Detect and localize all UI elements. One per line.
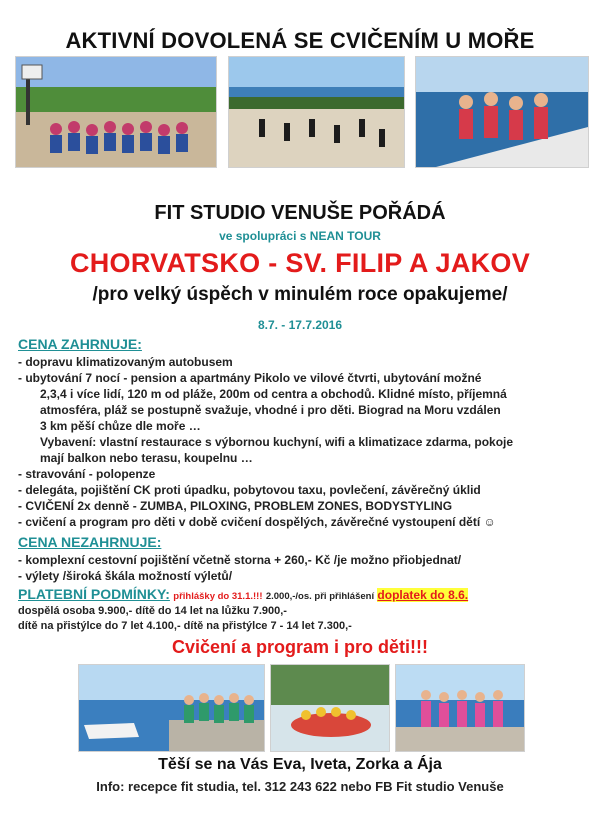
included-line: atmosféra, pláž se postupně svažuje, vhodné i pro děti. Biograd na Moru vzdálen	[40, 403, 501, 417]
closing-greeting: Těší se na Vás Eva, Iveta, Zorka a Ája	[158, 756, 442, 773]
photo-kids-pier	[395, 664, 525, 752]
destination-heading: CHORVATSKO - SV. FILIP A JAKOV	[69, 248, 531, 278]
included-line: - ubytování 7 nocí - pension a apartmány Pikolo ve vilové čtvrti, ubytování možné	[18, 371, 482, 385]
payment-deposit: 2.000,-/os. při přihlášení	[265, 591, 375, 602]
included-line: - stravování - polopenze	[18, 467, 156, 481]
included-line: Vybavení: vlastní restaurace s výbornou kuchyní, wifi a klimatizace zdarma, pokoje	[40, 435, 514, 449]
not-included-line: - výlety /široká škála možností výletů/	[18, 569, 233, 583]
page-title: AKTIVNÍ DOVOLENÁ SE CVIČENÍM U MOŘE	[65, 28, 535, 53]
payment-conditions	[18, 586, 468, 602]
photo-pier-group	[78, 664, 265, 752]
price-line: dospělá osoba 9.900,- dítě do 14 let na lůžku 7.900,-	[18, 605, 287, 617]
organizer-heading: FIT STUDIO VENUŠE POŘÁDÁ	[154, 202, 446, 224]
included-line: mají balkon nebo terasu, koupelnu …	[40, 451, 253, 465]
included-heading: CENA ZAHRNUJE:	[18, 336, 142, 352]
price-line: dítě na přistýlce do 7 let 4.100,- dítě na přistýlce 7 - 14 let 7.300,-	[18, 620, 352, 632]
included-line: - dopravu klimatizovaným autobusem	[18, 355, 233, 369]
photo-group-beach	[15, 56, 217, 168]
included-line: - delegáta, pojištění CK proti úpadku, pobytovou taxu, povlečení, závěrečný úklid	[18, 483, 481, 497]
payment-heading: PLATEBNÍ PODMÍNKY:	[18, 586, 170, 602]
not-included-line: - komplexní cestovní pojištění včetně storna + 260,- Kč /je možno přiobjednat/	[18, 553, 462, 567]
payment-surcharge: doplatek do 8.6.	[377, 588, 469, 602]
subtitle: /pro velký úspěch v minulém roce opakujeme/	[92, 284, 508, 305]
included-red-line: - cvičení a program pro děti v době cvičení dospělých, závěrečné vystoupení dětí ☺	[18, 515, 496, 529]
included-red-line: - CVIČENÍ 2x denně - ZUMBA, PILOXING, PROBLEM ZONES, BODYSTYLING	[18, 499, 453, 513]
cooperation-line: ve spolupráci s NEAN TOUR	[219, 229, 381, 243]
trip-dates: 8.7. - 17.7.2016	[257, 318, 343, 332]
included-line: 3 km pěší chůze dle moře …	[40, 419, 201, 433]
kids-program-banner: Cvičení a program i pro děti!!!	[171, 637, 429, 657]
photo-boat-girls	[415, 56, 589, 168]
contact-info: Info: recepce fit studia, tel. 312 243 622 nebo FB Fit studio Venuše	[96, 779, 504, 794]
photo-beach-exercise	[228, 56, 405, 168]
included-line: 2,3,4 i více lidí, 120 m od pláže, 200m od centra a obchodů. Klidné místo, příjemná	[40, 387, 507, 401]
photo-rafting	[270, 664, 390, 752]
payment-deadline: přihlášky do 31.1.!!!	[173, 591, 263, 602]
not-included-heading: CENA NEZAHRNUJE:	[18, 534, 162, 550]
